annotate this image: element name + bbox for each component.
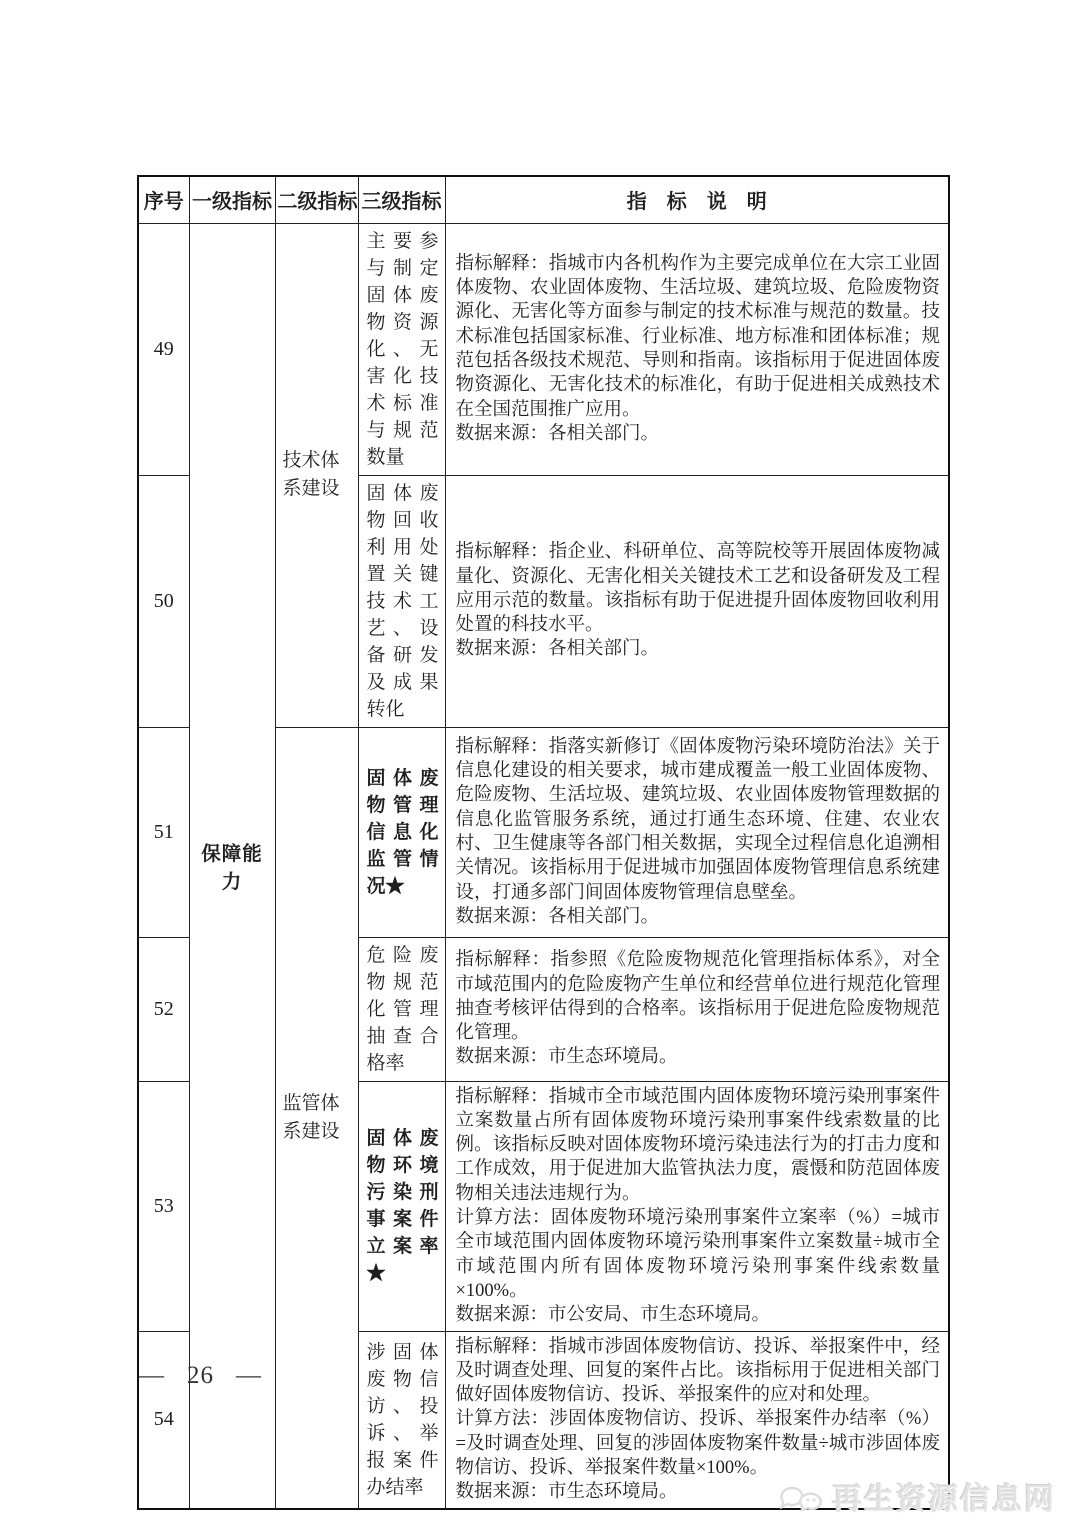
- footer-right-dash: —: [236, 1362, 262, 1389]
- chat-bubbles-icon: [780, 1478, 824, 1514]
- watermark-text: 再生资源信息网: [832, 1483, 1056, 1516]
- desc-data-source: 数据来源：市生态环境局。: [455, 1482, 678, 1503]
- description-cell: [445, 1081, 949, 1331]
- level3-cell: 固体废物回收利用处置关键技术工艺、设备研发及成果转化: [358, 475, 445, 727]
- site-watermark: [780, 1474, 1056, 1518]
- level3-cell: 涉固体废物信访、投诉、举报案件办结率: [358, 1331, 445, 1509]
- page-footer: [139, 1362, 262, 1390]
- seq-cell: 49: [138, 223, 189, 475]
- desc-explanation: 指标解释：指企业、科研单位、高等院校等开展固体废物减量化、资源化、无害化相关关键技术工艺和设备研发及工程应用示范的数量。该指标有助于促进提升固体废物回收利用处置的科技水平。: [455, 542, 940, 636]
- table-header-row: [138, 176, 949, 223]
- header-level2: 二级指标: [275, 176, 358, 223]
- desc-explanation: 指标解释：指城市全市域范围内固体废物环境污染刑事案件立案数量占所有固体废物环境污染刑事案件线索数量的比例。该指标反映对固体废物环境污染违法行为的打击力度和工作成效，用于促进加大监管执法力度，震慑和防范固体废物相关违法违规行为。: [455, 1086, 940, 1204]
- header-description: 指 标 说 明: [445, 176, 949, 223]
- seq-cell: 51: [138, 727, 189, 937]
- desc-calculation: 计算方法：固体废物环境污染刑事案件立案率（%）=城市全市域范围内固体废物环境污染刑事案件立案数量÷城市全市域范围内所有固体废物环境污染刑事案件线索数量×100%。: [455, 1208, 940, 1301]
- footer-left-dash: —: [139, 1362, 165, 1389]
- desc-data-source: 数据来源：各相关部门。: [455, 423, 660, 444]
- level3-cell: 主要参与制定固体废物资源化、无害化技术标准与规范数量: [358, 223, 445, 475]
- desc-data-source: 数据来源：市公安局、市生态环境局。: [455, 1305, 771, 1326]
- desc-data-source: 数据来源：各相关部门。: [455, 639, 660, 660]
- header-level3: 三级指标: [358, 176, 445, 223]
- level2-cell-tech-system: 技术体系建设: [275, 223, 358, 727]
- desc-data-source: 数据来源：市生态环境局。: [455, 1047, 678, 1068]
- indicator-table: [137, 175, 950, 1510]
- level1-cell: 保障能力: [189, 223, 275, 1509]
- desc-explanation: 指标解释：指参照《危险废物规范化管理指标体系》，对全市域范围内的危险废物产生单位和经营单位进行规范化管理抽查考核评估得到的合格率。该指标用于促进危险废物规范化管理。: [455, 950, 940, 1044]
- description-cell: [445, 937, 949, 1081]
- seq-cell: 54: [138, 1331, 189, 1509]
- desc-explanation: 指标解释：指城市涉固体废物信访、投诉、举报案件中，经及时调查处理、回复的案件占比。该指标用于促进相关部门做好固体废物信访、投诉、举报案件的应对和处理。: [455, 1336, 940, 1406]
- description-cell: [445, 475, 949, 727]
- desc-explanation: 指标解释：指城市内各机构作为主要完成单位在大宗工业固体废物、农业固体废物、生活垃圾、建筑垃圾、危险废物资源化、无害化等方面参与制定的技术标准与规范的数量。技术标准包括国家标准、行业标准、地方标准和团体标准；规范包括各级技术规范、导则和指南。该指标用于促进固体废物资源化、无害化技术的标准化，有助于促进相关成熟技术在全国范围推广应用。: [455, 253, 940, 420]
- header-seq: 序号: [138, 176, 189, 223]
- table-row: [138, 223, 949, 475]
- header-level1: 一级指标: [189, 176, 275, 223]
- seq-cell: 53: [138, 1081, 189, 1331]
- description-cell: [445, 727, 949, 937]
- level2-cell-supervision-system: 监管体系建设: [275, 727, 358, 1509]
- desc-calculation: 计算方法：涉固体废物信访、投诉、举报案件办结率（%）=及时调查处理、回复的涉固体废物案件数量÷城市涉固体废物信访、投诉、举报案件数量×100%。: [455, 1409, 940, 1478]
- level3-cell: 危险废物规范化管理抽查合格率: [358, 937, 445, 1081]
- seq-cell: 50: [138, 475, 189, 727]
- seq-cell: 52: [138, 937, 189, 1081]
- desc-data-source: 数据来源：各相关部门。: [455, 906, 660, 927]
- desc-explanation: 指标解释：指落实新修订《固体废物污染环境防治法》关于信息化建设的相关要求，城市建成覆盖一般工业固体废物、危险废物、生活垃圾、建筑垃圾、农业固体废物管理数据的信息化监管服务系统，通过打通生态环境、住建、农业农村、卫生健康等各部门相关数据，实现全过程信息化追溯相关情况。该指标用于促进城市加强固体废物管理信息系统建设，打通多部门间固体废物管理信息壁垒。: [455, 736, 940, 903]
- page-number: 26: [187, 1362, 214, 1389]
- description-cell: [445, 223, 949, 475]
- level3-cell: 固体废物环境污染刑事案件立案率★: [358, 1081, 445, 1331]
- level3-cell: 固体废物管理信息化监管情况★: [358, 727, 445, 937]
